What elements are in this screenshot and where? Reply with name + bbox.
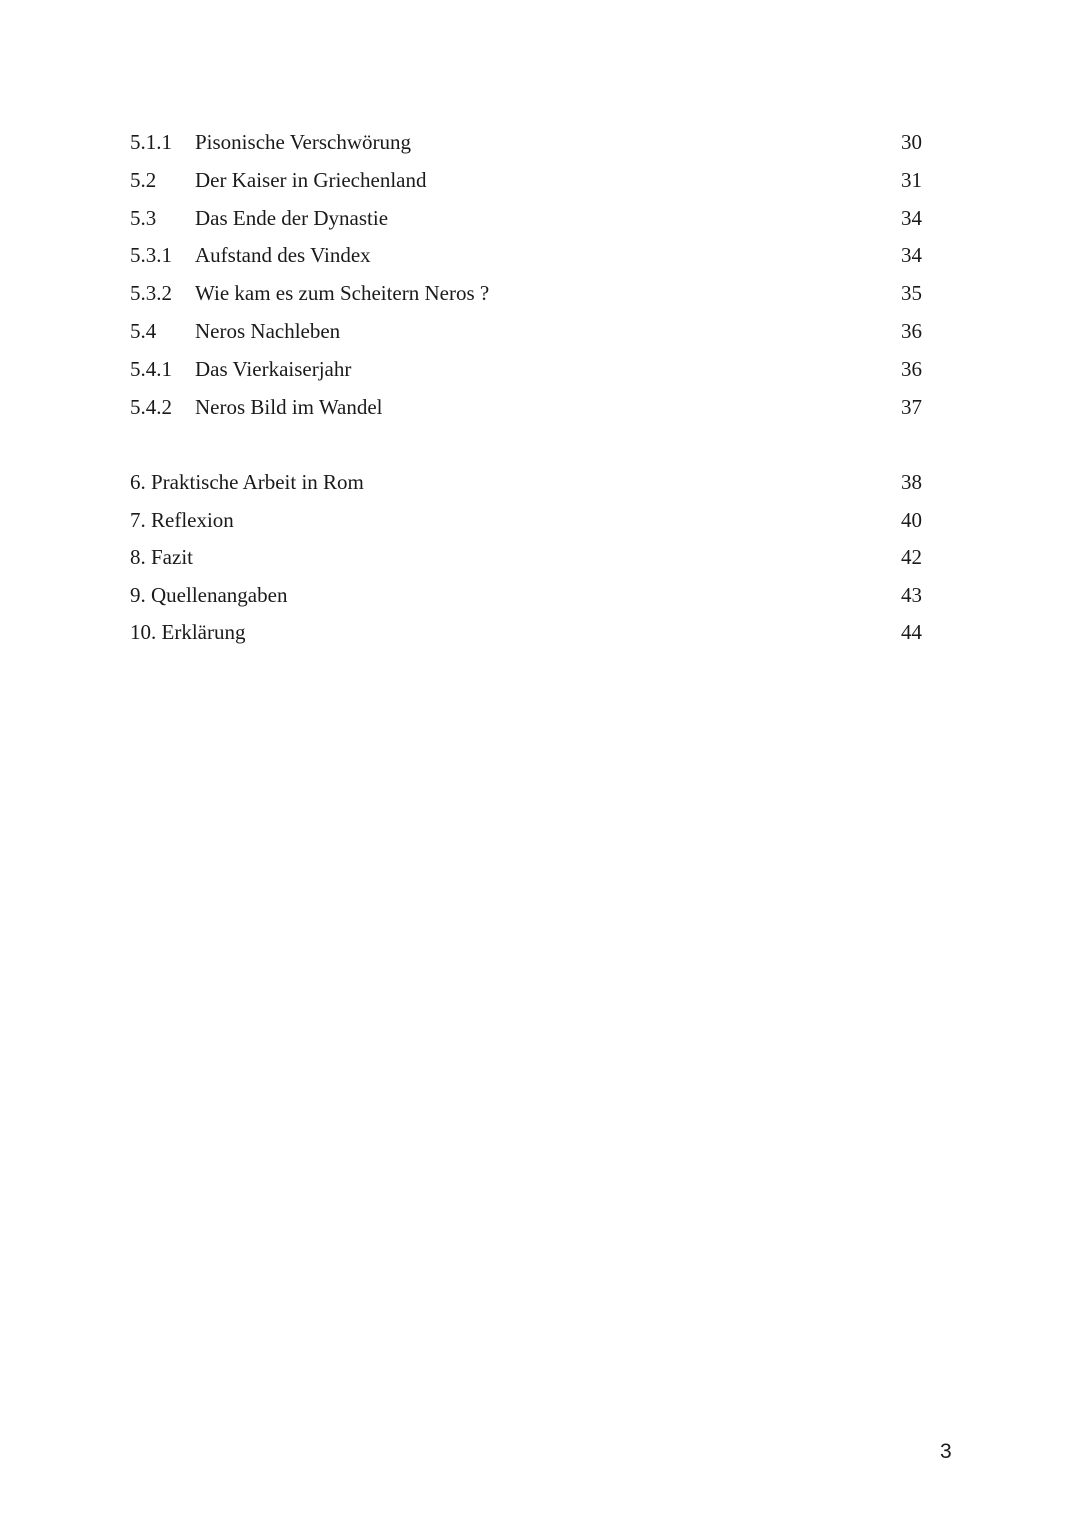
toc-entry-number: 5.2 (130, 167, 157, 192)
toc-chapter-page: 42 (901, 545, 922, 570)
toc-chapter-page: 44 (901, 620, 922, 645)
toc-entry (130, 389, 922, 427)
toc-entry-title: Das Vierkaiserjahr (195, 356, 352, 381)
toc-entry-number: 5.4.2 (130, 394, 172, 419)
toc-entry-page: 35 (901, 281, 922, 306)
toc-entry-title: Neros Bild im Wandel (195, 394, 383, 419)
toc-entry (130, 275, 922, 313)
toc-entry (130, 124, 922, 162)
toc-chapter-page: 40 (901, 507, 922, 532)
toc-chapter-entry (130, 614, 922, 652)
toc-entry-number: 5.3.1 (130, 243, 172, 268)
toc-entry-number: 5.3.2 (130, 281, 172, 306)
toc-entry-number: 5.1.1 (130, 130, 172, 154)
toc-chapter-label: 6. Praktische Arbeit in Rom (130, 470, 364, 494)
toc-chapter-label: 10. Erklärung (130, 620, 246, 645)
page-number: 3 (940, 1440, 952, 1463)
toc-chapter-label: 9. Quellenangaben (130, 582, 288, 607)
toc-entry-title: Wie kam es zum Scheitern Neros ? (195, 281, 490, 306)
toc-chapter-entry (130, 577, 922, 615)
toc-entry-page: 30 (901, 130, 922, 154)
toc-entry-title: Das Ende der Dynastie (195, 205, 389, 230)
toc-entry-page: 34 (901, 205, 922, 230)
toc-entry-page: 31 (901, 167, 922, 192)
toc-entry-title: Aufstand des Vindex (195, 243, 371, 268)
toc-chapter-label: 8. Fazit (130, 545, 193, 570)
toc-entry (130, 200, 922, 238)
toc-entry-number: 5.4 (130, 318, 157, 343)
toc-chapter-page: 43 (901, 582, 922, 607)
toc-chapters (130, 464, 922, 652)
toc-entry-page: 37 (901, 394, 922, 419)
toc-entry (130, 351, 922, 389)
toc-entry-number: 5.4.1 (130, 356, 172, 381)
toc-chapter-page: 38 (901, 470, 922, 494)
toc-entry-title: Pisonische Verschwörung (195, 130, 412, 154)
toc-entry-number: 5.3 (130, 205, 157, 230)
toc-chapter-entry (130, 539, 922, 577)
toc-entry-page: 36 (901, 356, 922, 381)
toc-entry (130, 237, 922, 275)
toc-chapter-label: 7. Reflexion (130, 507, 234, 532)
toc-entry-title: Neros Nachleben (195, 318, 341, 343)
toc-entry-title: Der Kaiser in Griechenland (195, 167, 427, 192)
toc-entry (130, 162, 922, 200)
toc-entry (130, 313, 922, 351)
toc-chapter-entry (130, 502, 922, 540)
toc-subsections (130, 124, 922, 426)
toc-chapter-entry (130, 464, 922, 502)
toc-entry-page: 36 (901, 318, 922, 343)
toc-entry-page: 34 (901, 243, 922, 268)
